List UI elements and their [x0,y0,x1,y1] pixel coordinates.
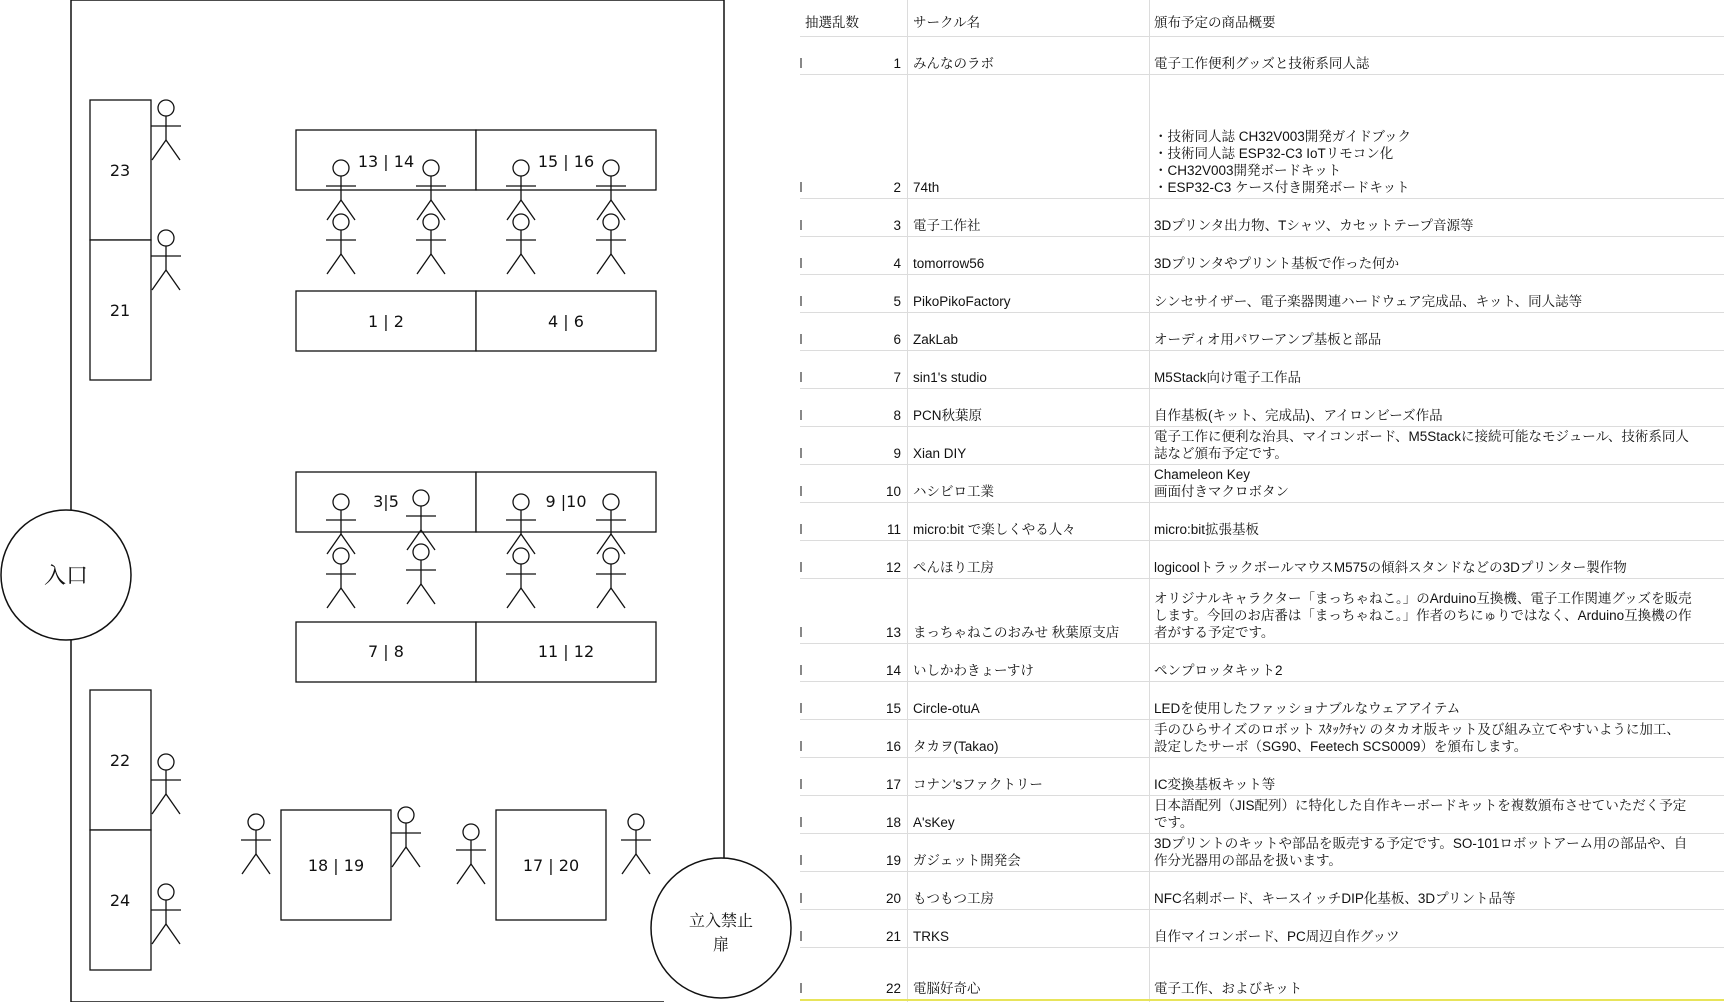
door-label-line1: 立入禁止 [688,911,754,930]
cell-edge-mark [800,779,802,789]
cell-summary[interactable]: オリジナルキャラクター「まっちゃねこ。」のArduino互換機、電子工作関連グッズを販売 します。今回のお店番は「まっちゃねこ。」作者のちにゅりではなく、Arduino互換機の作 者がする予定です。 [1154,591,1692,640]
cell-edge-mark [800,58,802,68]
cell-edge-mark [800,562,802,572]
person-icon [241,814,271,874]
cell-circle-name[interactable]: TRKS [913,929,950,944]
booth-22[interactable] [90,690,151,830]
cell-lottery-number[interactable]: 5 [893,294,901,309]
cell-circle-name[interactable]: Circle-otuA [913,701,980,716]
cell-lottery-number[interactable]: 12 [885,560,901,575]
selection-edge [800,999,1724,1001]
cell-summary[interactable]: ペンプロッタキット2 [1154,663,1283,678]
cell-lottery-number[interactable]: 20 [885,891,901,906]
booth-18-19[interactable] [281,810,391,920]
booth-label: 17 | 20 [522,856,580,875]
booth-label: 22 [109,751,131,770]
cell-summary[interactable]: 電子工作、およびキット [1154,981,1303,996]
booth-11-12[interactable] [476,622,656,682]
person-icon [326,548,356,608]
booth-label: 9 |10 [545,492,587,511]
table-row[interactable] [800,426,1724,465]
cell-edge-mark [800,817,802,827]
cell-summary[interactable]: ・技術同人誌 CH32V003開発ガイドブック ・技術同人誌 ESP32-C3 IoTリモコン化 ・CH32V003開発ボードキット ・ESP32-C3 ケース付き開発ボードキット [1154,129,1412,195]
sheet-header-row [800,8,1724,37]
cell-circle-name[interactable]: まっちゃねこのおみせ 秋葉原支店 [913,625,1120,640]
cell-edge-mark [800,448,802,458]
cell-summary[interactable]: 自作基板(キット、完成品)、アイロンビーズ作品 [1154,408,1443,423]
cell-lottery-number[interactable]: 6 [893,332,901,347]
floor-plan [0,0,800,1002]
table-row[interactable] [800,795,1724,834]
cell-circle-name[interactable]: タカヲ(Takao) [913,739,999,754]
cell-circle-name[interactable]: PikoPikoFactory [913,294,1011,309]
cell-circle-name[interactable]: tomorrow56 [913,256,985,271]
cell-lottery-number[interactable]: 15 [885,701,901,716]
cell-circle-name[interactable]: コナン'sファクトリー [913,777,1043,792]
cell-edge-mark [800,983,802,993]
cell-lottery-number[interactable]: 4 [893,256,901,271]
table-row[interactable] [800,643,1724,682]
person-icon [621,814,651,874]
booth-15-16[interactable] [476,130,656,190]
booth-label: 7 | 8 [368,642,404,661]
cell-circle-name[interactable]: ガジェット開発会 [913,853,1021,868]
table-row[interactable] [800,74,1724,199]
booth-17-20[interactable] [496,810,606,920]
table-row[interactable] [800,502,1724,541]
cell-lottery-number[interactable]: 22 [885,981,901,996]
cell-circle-name[interactable]: Xian DIY [913,446,967,461]
booth-1-2[interactable] [296,291,476,351]
cell-circle-name[interactable]: 電脳好奇心 [913,981,981,996]
table-row[interactable] [800,388,1724,427]
person-icon [406,544,436,604]
cell-lottery-number[interactable]: 17 [885,777,901,792]
cell-circle-name[interactable]: ZakLab [913,332,959,347]
cell-summary[interactable]: 自作マイコンボード、PC周辺自作グッツ [1154,929,1400,944]
table-row[interactable] [800,909,1724,948]
booth-9-10[interactable] [476,472,656,532]
cell-edge-mark [800,372,802,382]
table-row[interactable] [800,871,1724,910]
cell-edge-mark [800,410,802,420]
cell-edge-mark [800,665,802,675]
table-row[interactable] [800,947,1724,1000]
cell-summary[interactable]: M5Stack向け電子工作品 [1154,370,1302,385]
cell-summary[interactable]: LEDを使用したファッショナブルなウェアアイテム [1154,701,1461,716]
booth-label: 21 [109,301,131,320]
cell-lottery-number[interactable]: 3 [893,218,901,233]
cell-lottery-number[interactable]: 8 [893,408,901,423]
cell-circle-name[interactable]: みんなのラボ [913,56,994,71]
cell-edge-mark [800,931,802,941]
cell-lottery-number[interactable]: 13 [885,625,901,640]
cell-circle-name[interactable]: もつもつ工房 [913,891,994,906]
table-row[interactable] [800,36,1724,75]
cell-circle-name[interactable]: sin1's studio [913,370,987,385]
cell-lottery-number[interactable]: 10 [885,484,901,499]
booth-label: 1 | 2 [368,312,404,331]
cell-edge-mark [800,220,802,230]
booth-label: 18 | 19 [307,856,365,875]
table-row[interactable] [800,719,1724,758]
table-row[interactable] [800,464,1724,503]
table-row[interactable] [800,757,1724,796]
cell-edge-mark [800,182,802,192]
person-icon [596,214,626,274]
table-row[interactable] [800,312,1724,351]
person-icon [151,754,181,814]
booth-24[interactable] [90,830,151,970]
booth-4-6[interactable] [476,291,656,351]
restricted-door [651,858,791,998]
person-icon [596,548,626,608]
cell-edge-mark [800,258,802,268]
person-icon [456,824,486,884]
person-icon [506,548,536,608]
cell-edge-mark [800,334,802,344]
table-row[interactable] [800,833,1724,872]
header-summary[interactable]: 頒布予定の商品概要 [1154,14,1276,30]
door-label-line2: 扉 [712,935,730,954]
cell-summary[interactable]: Chameleon Key 画面付きマクロボタン [1154,467,1289,499]
cell-lottery-number[interactable]: 7 [893,370,901,385]
cell-lottery-number[interactable]: 2 [893,180,901,195]
cell-edge-mark [800,741,802,751]
cell-lottery-number[interactable]: 18 [885,815,901,830]
person-icon [506,214,536,274]
cell-circle-name[interactable]: ぺんほり工房 [913,560,994,575]
cell-circle-name[interactable]: micro:bit で楽しくやる人々 [913,522,1076,537]
cell-summary[interactable]: 電子工作便利グッズと技術系同人誌 [1154,56,1370,71]
cell-lottery-number[interactable]: 11 [886,522,901,537]
cell-lottery-number[interactable]: 19 [885,853,901,868]
cell-lottery-number[interactable]: 21 [885,929,901,944]
table-row[interactable] [800,236,1724,275]
header-lottery[interactable]: 抽選乱数 [805,14,859,30]
booth-label: 11 | 12 [537,642,595,661]
entrance-label: 入口 [43,564,89,589]
cell-summary[interactable]: logicoolトラックボールマウスM575の傾斜スタンドなどの3Dプリンター製作物 [1154,560,1627,575]
cell-edge-mark [800,855,802,865]
cell-summary[interactable]: シンセサイザー、電子楽器関連ハードウェア完成品、キット、同人誌等 [1154,294,1583,309]
booth-23[interactable] [90,100,151,240]
table-row[interactable] [800,198,1724,237]
booth-label: 4 | 6 [548,312,584,331]
booth-label: 23 [109,161,131,180]
cell-lottery-number[interactable]: 16 [885,739,901,754]
cell-lottery-number[interactable]: 1 [893,56,901,71]
cell-summary[interactable]: 電子工作に便利な治具、マイコンボード、M5Stackに接続可能なモジュール、技術系同人 誌など頒布予定です。 [1154,429,1689,461]
circle-list-sheet [800,0,1724,1002]
cell-summary[interactable]: 日本語配列（JIS配列）に特化した自作キーボードキットを複数頒布させていただく予定 です。 [1154,798,1687,830]
cell-summary[interactable]: NFC名刺ボード、キースイッチDIP化基板、3Dプリント品等 [1154,891,1516,906]
booth-label: 3|5 [373,492,399,511]
cell-circle-name[interactable]: ハシビロ工業 [913,484,994,499]
person-icon [151,884,181,944]
cell-edge-mark [800,893,802,903]
cell-summary[interactable]: 3Dプリントのキットや部品を販売する予定です。SO-101ロボットアーム用の部品や、自 作分光器用の部品を扱います。 [1154,836,1688,868]
cell-lottery-number[interactable]: 9 [893,446,901,461]
cell-edge-mark [800,703,802,713]
booth-label: 24 [109,891,131,910]
cell-circle-name[interactable]: PCN秋葉原 [913,408,983,423]
cell-edge-mark [800,296,802,306]
room-wall [71,0,724,862]
entrance[interactable] [1,510,131,640]
table-row[interactable] [800,350,1724,389]
booth-7-8[interactable] [296,622,476,682]
cell-circle-name[interactable]: 電子工作社 [913,218,981,233]
table-row[interactable] [800,540,1724,579]
header-circle-name[interactable]: サークル名 [913,14,981,30]
cell-circle-name[interactable]: A'sKey [913,815,955,830]
booth-21[interactable] [90,240,151,380]
person-icon [151,100,181,160]
cell-summary[interactable]: 3Dプリンタやプリント基板で作った何か [1154,256,1400,271]
table-row[interactable] [800,681,1724,720]
cell-summary[interactable]: micro:bit拡張基板 [1154,522,1260,537]
table-row[interactable] [800,274,1724,313]
person-icon [416,214,446,274]
booth-13-14[interactable] [296,130,476,190]
person-icon [391,807,421,867]
booth-label: 13 | 14 [357,152,415,171]
booth-label: 15 | 16 [537,152,595,171]
booth-3-5[interactable] [296,472,476,532]
person-icon [151,230,181,290]
cell-edge-mark [800,524,802,534]
cell-circle-name[interactable]: いしかわきょーすけ [913,663,1034,678]
table-row[interactable] [800,578,1724,644]
cell-edge-mark [800,627,802,637]
cell-lottery-number[interactable]: 14 [885,663,901,678]
cell-summary[interactable]: IC変換基板キット等 [1154,777,1276,792]
cell-edge-mark [800,486,802,496]
cell-summary[interactable]: 3Dプリンタ出力物、Tシャツ、カセットテープ音源等 [1154,218,1474,233]
cell-circle-name[interactable]: 74th [913,180,940,195]
person-icon [326,214,356,274]
cell-summary[interactable]: 手のひらサイズのロボット ｽﾀｯｸﾁｬﾝ のタカオ版キット及び組み立てやすいように加工、 設定したサーボ（SG90、Feetech SCS0009）を頒布します。 [1154,722,1680,754]
cell-summary[interactable]: オーディオ用パワーアンプ基板と部品 [1154,332,1382,347]
